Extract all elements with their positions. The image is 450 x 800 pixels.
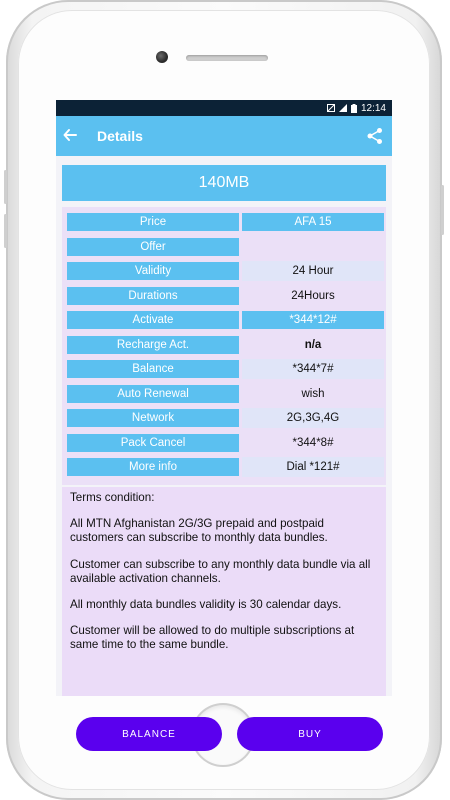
detail-value: wish (242, 384, 384, 404)
terms-paragraph: Customer can subscribe to any monthly data bundle via all available activation channels. (70, 557, 371, 585)
terms-paragraph: All MTN Afghanistan 2G/3G prepaid and postpaid customers can subscribe to monthly data bundles. (70, 517, 328, 545)
detail-label: Price (67, 213, 239, 231)
detail-row (62, 284, 386, 309)
detail-value: *344*12# (242, 311, 384, 329)
detail-row (62, 235, 386, 260)
phone-screen (56, 100, 392, 740)
earpiece-speaker (186, 55, 268, 61)
balance-button[interactable]: BALANCE (76, 717, 222, 751)
detail-label: Pack Cancel (67, 434, 239, 452)
detail-row (62, 259, 386, 284)
volume-button (4, 214, 7, 248)
arrow-left-icon[interactable] (63, 125, 97, 147)
detail-label: Durations (67, 287, 239, 305)
app-bar (56, 116, 392, 156)
detail-value: *344*8# (242, 433, 384, 453)
detail-value: Dial *121# (242, 457, 384, 477)
detail-label: Recharge Act. (67, 336, 239, 354)
detail-label: Balance (67, 360, 239, 378)
package-name-banner (62, 165, 386, 201)
detail-label: Offer (67, 238, 239, 256)
power-button (441, 185, 444, 235)
detail-label: More info (67, 458, 239, 476)
detail-label: Validity (67, 262, 239, 280)
detail-row (62, 431, 386, 456)
terms-panel[interactable] (62, 487, 386, 696)
status-time: 12:14 (360, 102, 386, 114)
terms-paragraph: Customer will be allowed to do multiple subscriptions at same time to the same bundle. (70, 624, 355, 652)
detail-label: Activate (67, 311, 239, 329)
detail-row (62, 308, 386, 333)
detail-value: 2G,3G,4G (242, 408, 384, 428)
cellular-signal-icon (339, 104, 347, 112)
detail-row (62, 210, 386, 235)
detail-label: Auto Renewal (67, 385, 239, 403)
page-title: Details (97, 128, 143, 144)
terms-paragraph: All monthly data bundles validity is 30 calendar days. (70, 598, 342, 612)
signal-off-icon (327, 104, 335, 112)
volume-button (4, 170, 7, 204)
terms-heading: Terms condition: (70, 491, 155, 504)
buy-button[interactable]: BUY (237, 717, 383, 751)
details-content (56, 156, 392, 740)
detail-value (242, 237, 384, 257)
detail-value: 24Hours (242, 286, 384, 306)
status-bar (56, 100, 392, 116)
detail-row (62, 406, 386, 431)
detail-row (62, 333, 386, 358)
detail-value: 24 Hour (242, 261, 384, 281)
detail-row (62, 455, 386, 480)
detail-row (62, 357, 386, 382)
detail-value: *344*7# (242, 359, 384, 379)
detail-row (62, 382, 386, 407)
details-table (62, 207, 386, 485)
front-camera (156, 51, 168, 63)
package-name: 140MB (198, 174, 250, 191)
detail-label: Network (67, 409, 239, 427)
battery-icon (351, 104, 357, 113)
detail-value: AFA 15 (242, 213, 384, 231)
share-icon[interactable] (366, 127, 384, 145)
detail-value: n/a (242, 335, 384, 355)
